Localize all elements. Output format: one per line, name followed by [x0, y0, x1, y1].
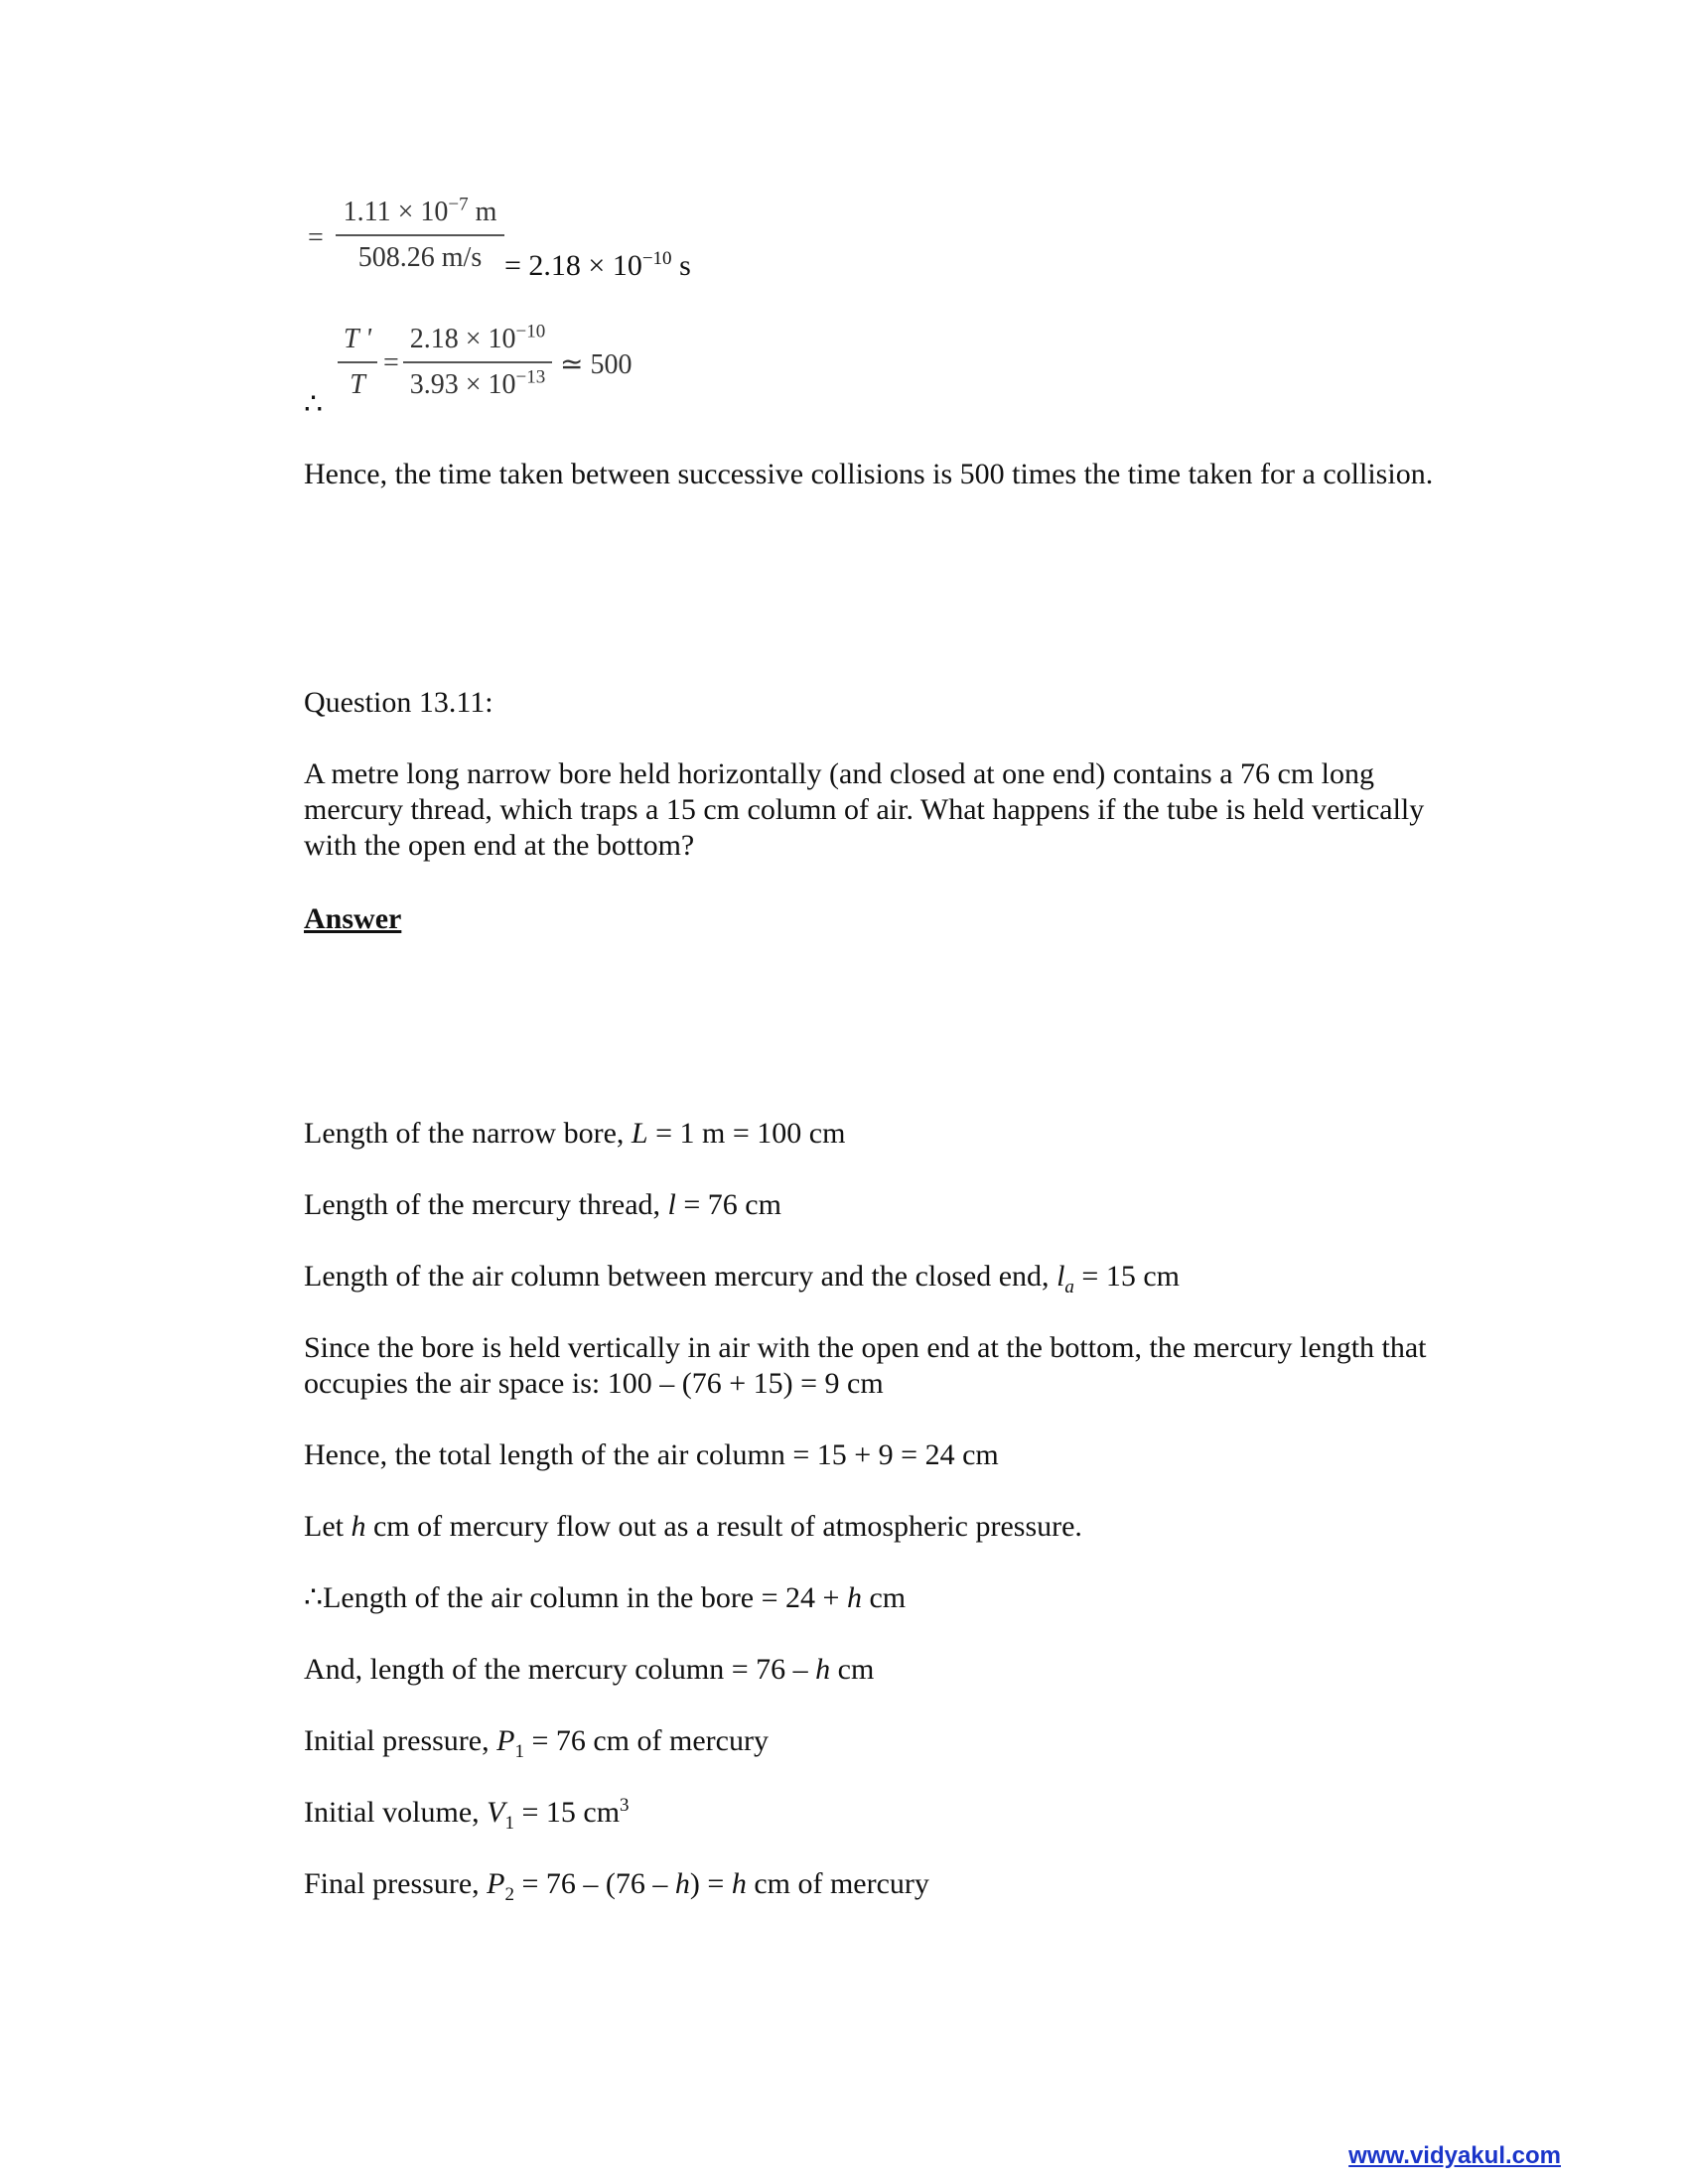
equation-time-ratio: T ' T = $2.18 \times 10^{-10}$ $3.93 \times 10^{-13}$ ≃ 500: [304, 324, 721, 423]
air-column-line: Length of the air column between mercury and the closed end, $l_a = 15$ cm: [304, 1260, 1180, 1297]
fraction-bar: [336, 234, 504, 236]
ratio-rhs: $2.18 \times 10^{-10}$ $3.93 \times 10^{-13}$: [403, 324, 552, 401]
fraction: $1.11 \times 10^{-7}$ m 508.26 m/s: [336, 197, 504, 274]
let-h-line: Let h cm of mercury flow out as a result of atmospheric pressure.: [304, 1510, 1082, 1543]
answer-heading: Answer: [304, 902, 402, 935]
denominator: 508.26 m/s: [357, 242, 483, 273]
total-air-line: Hence, the total length of the air column = 15 + 9 = 24 cm: [304, 1438, 999, 1471]
final-pressure-line: Final pressure, $P_2 = 76 - (76 - h) = h$ cm of mercury: [304, 1867, 929, 1905]
bore-length-line: Length of the narrow bore, L = 1 m = 100 cm: [304, 1117, 846, 1150]
initial-volume-line: Initial volume, $V_1 = 15$ $cm^3$: [304, 1795, 630, 1834]
thread-length-line: Length of the mercury thread, l = 76 cm: [304, 1188, 781, 1221]
initial-pressure-line: Initial pressure, $P_1 = 76$ cm of mercury: [304, 1724, 769, 1762]
ratio-lhs: T ' T: [338, 324, 377, 401]
ratio-result: ≃ 500: [560, 349, 633, 380]
footer-website-link[interactable]: www.vidyakul.com: [1348, 2142, 1561, 2169]
question-title: Question 13.11:: [304, 686, 493, 719]
mercury-column-line: And, length of the mercury column = 76 – h cm: [304, 1653, 875, 1686]
therefore-symbol: ∴: [304, 388, 324, 421]
conclusion-paragraph: Hence, the time taken between successive collisions is 500 times the time taken for a collision.: [304, 458, 1434, 490]
since-paragraph: Since the bore is held vertically in air with the open end at the bottom, the mercury length that occupies the air space is: 100 – (76 + 15) = 9 cm: [304, 1331, 1427, 1400]
equals-sign: =: [308, 222, 324, 253]
numerator: 1.11 × 10: [343, 197, 449, 227]
air-column-bore-line: ∴Length of the air column in the bore = 24 + h cm: [304, 1581, 907, 1614]
equation-travel-time-result: = $2.18 \times 10^{-10}$ s: [504, 248, 691, 282]
question-text: A metre long narrow bore held horizontally (and closed at one end) contains a 76 cm long mercury thread, which traps a 15 cm column of air. What happens if the tube is held vertically with the open end at the bottom?: [304, 757, 1425, 862]
